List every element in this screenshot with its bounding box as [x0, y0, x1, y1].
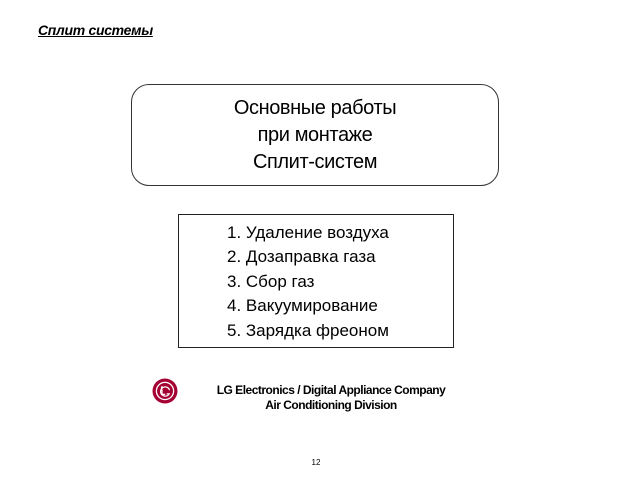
title-line: при монтаже	[257, 123, 373, 146]
company-line: LG Electronics / Digital Appliance Company	[216, 383, 446, 397]
list-item: 5. Зарядка фреоном	[227, 320, 389, 340]
list-item: 1. Удаление воздуха	[227, 223, 389, 242]
title-line: Основные работы	[233, 96, 397, 119]
lg-logo-icon	[152, 378, 178, 404]
title-box	[131, 84, 499, 186]
list-item: 4. Вакуумирование	[227, 296, 378, 316]
title-line: Сплит-систем	[252, 150, 378, 173]
section-title: Сплит системы	[38, 22, 153, 38]
list-item: 2. Дозаправка газа	[227, 247, 376, 267]
list-item: 3. Сбор газ	[227, 271, 315, 291]
steps-list	[178, 214, 454, 348]
company-text	[200, 383, 462, 413]
page-number: 12	[311, 458, 321, 467]
division-line: Air Conditioning Division	[265, 398, 397, 412]
footer	[152, 376, 462, 416]
